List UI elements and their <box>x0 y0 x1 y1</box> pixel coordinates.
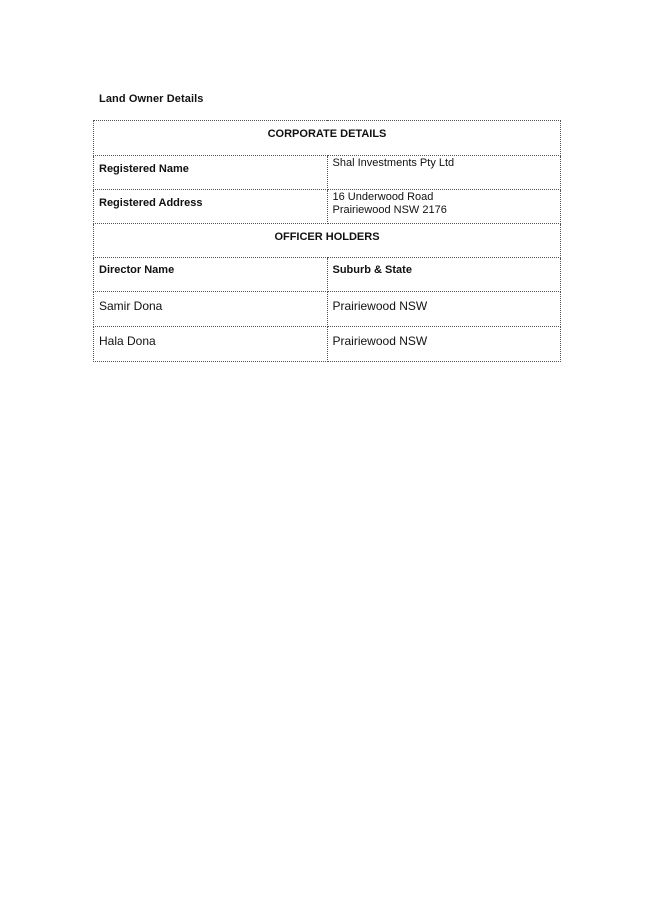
land-owner-table <box>93 120 561 362</box>
director-name-cell: Samir Dona <box>94 292 328 327</box>
table-row <box>94 327 561 362</box>
suburb-state-cell: Prairiewood NSW <box>327 327 561 362</box>
registered-address-value <box>327 190 561 224</box>
column-header-director-name: Director Name <box>94 258 328 292</box>
registered-name-label: Registered Name <box>94 156 328 190</box>
registered-name-value: Shal Investments Pty Ltd <box>327 156 561 190</box>
table-section-row <box>94 224 561 258</box>
officer-holders-heading: OFFICER HOLDERS <box>94 224 561 258</box>
corporate-details-heading: CORPORATE DETAILS <box>94 121 561 156</box>
table-header-row <box>94 258 561 292</box>
document-heading: Land Owner Details <box>99 93 204 105</box>
table-row <box>94 190 561 224</box>
address-line-2: Prairiewood NSW 2176 <box>332 204 447 216</box>
address-line-1: 16 Underwood Road <box>332 191 434 203</box>
registered-address-label: Registered Address <box>94 190 328 224</box>
table-section-row <box>94 121 561 156</box>
column-header-suburb-state: Suburb & State <box>327 258 561 292</box>
suburb-state-cell: Prairiewood NSW <box>327 292 561 327</box>
director-name-cell: Hala Dona <box>94 327 328 362</box>
table-row <box>94 292 561 327</box>
table-row <box>94 156 561 190</box>
